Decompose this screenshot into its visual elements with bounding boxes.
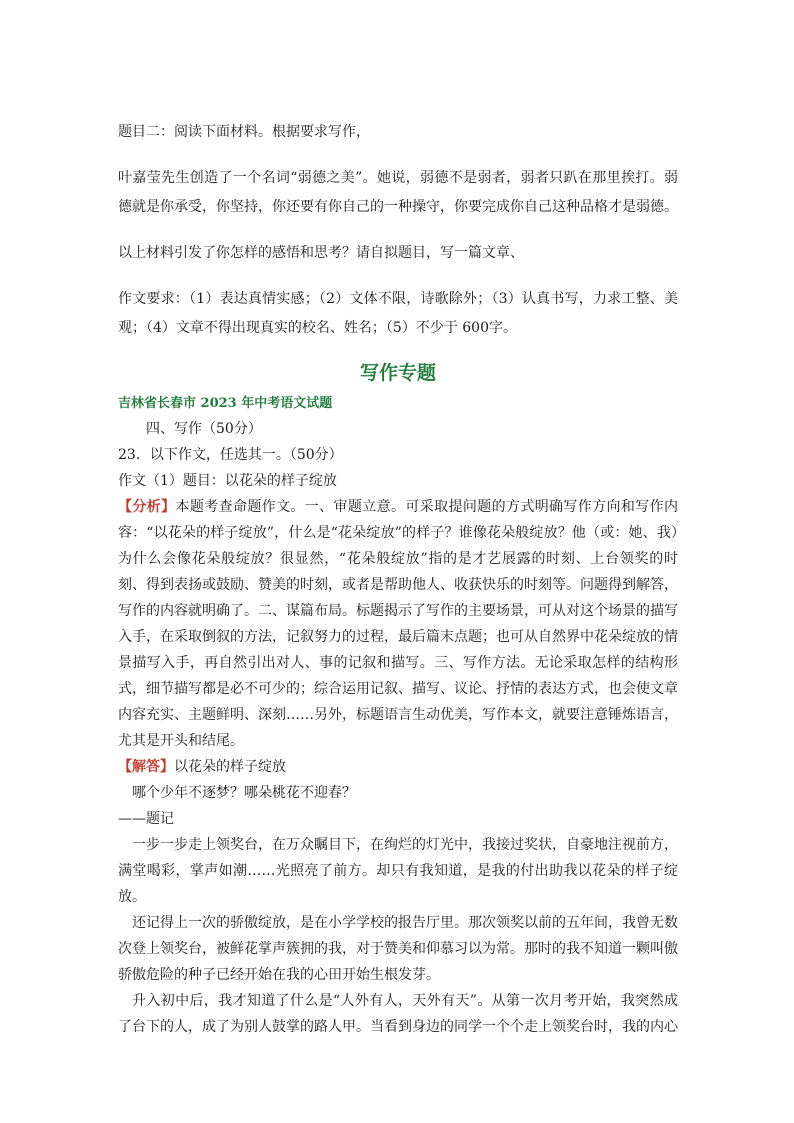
analysis-tag: 【分析】 [118, 499, 176, 515]
answer-title: 以花朵的样子绽放 [174, 759, 286, 775]
part-heading: 四、写作（50分） [146, 421, 262, 437]
section-title: 写作专题 [359, 362, 436, 384]
question-line: 23．以下作文，任选其一。（50分） [118, 447, 343, 463]
essay-paragraph-2: 还记得上一次的骄傲绽放，是在小学学校的报告厅里。那次领奖以前的五年间，我曾无数次登上领奖台，被鲜花掌声簇拥的我，对于赞美和仰慕习以为常。那时的我不知道一颗叫傲骄傲危险的种子已经开始在我的心田开始生根发芽。 [118, 915, 678, 983]
epigraph: 哪个少年不逐梦？哪朵桃花不迎春？ [132, 785, 356, 801]
block1-material: 叶嘉莹先生创造了一个名词“弱德之美”。她说，弱德不是弱者，弱者只趴在那里挨打。弱德就是你承受，你坚持，你还要有你自己的一种操守，你要完成你自己这种品格才是弱德。 [118, 170, 678, 215]
document-content [118, 118, 678, 1040]
analysis-paragraph [118, 494, 678, 754]
analysis-text: 本题考查命题作文。一、审题立意。可采取提问题的方式明确写作方向和写作内容：“以花朵的样子绽放”，什么是“花朵绽放”的样子？谁像花朵般绽放？他（或：她、我）为什么会像花朵般绽放？很显然，“花朵般绽放”指的是才艺展露的时刻、上台领奖的时刻、得到表扬或鼓励、赞美的时刻，或者是帮助他人、收获快乐的时刻等。问题得到解答，写作的内容就明确了。二、谋篇布局。标题揭示了写作的主要场景，可从对这个场景的描写入手，在采取倒叙的方法，记叙努力的过程，最后篇末点题；也可从自然界中花朵绽放的情景描写入手，再自然引出对人、事的记叙和描写。三、写作方法。无论采取怎样的结构形式，细节描写都是必不可少的；综合运用记叙、描写、议论、抒情的表达方式，也会使文章内容充实、主题鲜明、深刻……另外，标题语言生动优美，写作本文，就要注意锤炼语言，尤其是开头和结尾。 [118, 499, 679, 749]
answer-tag: 【解答】 [118, 759, 174, 775]
essay-paragraph-1: 一步一步走上领奖台，在万众瞩目下，在绚烂的灯光中，我接过奖状，自豪地注视前方，满堂喝彩，掌声如潮……光照亮了前方。却只有我知道，是我的付出助我以花朵的样子绽放。 [118, 837, 678, 905]
answer-heading [118, 754, 678, 780]
epigraph-note: ——题记 [118, 811, 174, 827]
essay-paragraph-3: 升入初中后，我才知道了什么是“人外有人，天外有天”。从第一次月考开始，我突然成了台下的人，成了为别人鼓掌的路人甲。当看到身边的同学一个个走上领奖台时，我的内心 [118, 993, 678, 1035]
block1-prompt: 以上材料引发了你怎样的感悟和思考？请自拟题目，写一篇文章、 [118, 245, 524, 261]
block1-requirements: 作文要求：（1）表达真情实感；（2）文体不限，诗歌除外；（3）认真书写，力求工整、美观；（4）文章不得出现真实的校名、姓名；（5）不少于 600字。 [118, 291, 678, 336]
block1-title-line: 题目二：阅读下面材料。根据要求写作， [118, 124, 370, 140]
topic-line: 作文（1）题目：以花朵的样子绽放 [118, 473, 337, 489]
exam-source: 吉林省长春市 2023 年中考语文试题 [118, 396, 333, 411]
